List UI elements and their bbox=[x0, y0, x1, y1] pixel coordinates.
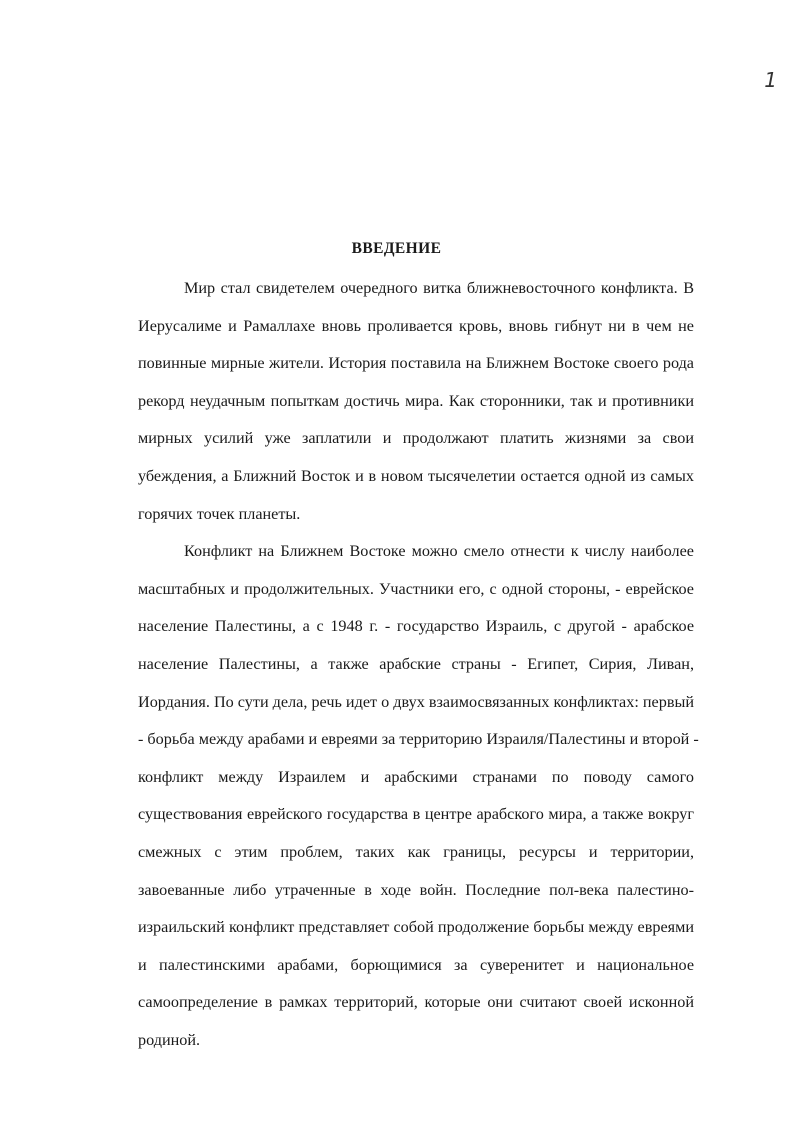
paragraph-2-line-4: население Палестины, а также арабские страны - Египет, Сирия, Ливан, bbox=[138, 654, 694, 673]
paragraph-1-line-4: рекорд неудачным попыткам достичь мира. Как сторонники, так и противники bbox=[138, 391, 694, 410]
paragraph-2-line-13: самоопределение в рамках территорий, которые они считают своей исконной bbox=[138, 993, 694, 1012]
paragraph-1-line-1: Мир стал свидетелем очередного витка ближневосточного конфликта. В bbox=[184, 279, 694, 297]
paragraph-1-line-5: мирных усилий уже заплатили и продолжают платить жизнями за свои bbox=[138, 429, 694, 448]
body-text bbox=[138, 270, 699, 1059]
page-number: 1 bbox=[764, 68, 777, 92]
paragraph-2-line-2: масштабных и продолжительных. Участники его, с одной стороны, - еврейское bbox=[138, 579, 694, 598]
paragraph-1-line-6: убеждения, а Ближний Восток и в новом тысячелетии остается одной из самых bbox=[138, 466, 694, 485]
paragraph-2-line-10: завоеванные либо утраченные в ходе войн. Последние пол-века палестино- bbox=[138, 880, 694, 899]
paragraph-2-line-12: и палестинскими арабами, борющимися за суверенитет и национальное bbox=[138, 955, 694, 974]
paragraph-2-line-8: существования еврейского государства в центре арабского мира, а также вокруг bbox=[138, 805, 694, 824]
paragraph-2-line-9: смежных с этим проблем, таких как границы, ресурсы и территории, bbox=[138, 842, 694, 861]
paragraph-2-line-5: Иордания. По сути дела, речь идет о двух взаимосвязанных конфликтах: первый bbox=[138, 692, 694, 711]
paragraph-2-line-14: родиной. bbox=[138, 1030, 201, 1049]
paragraph-2-line-3: население Палестины, а с 1948 г. - государство Израиль, с другой - арабское bbox=[138, 617, 694, 636]
paragraph-2-line-11: израильский конфликт представляет собой продолжение борьбы между евреями bbox=[138, 918, 694, 937]
section-heading: ВВЕДЕНИЕ bbox=[351, 240, 442, 257]
paragraph-1-line-3: повинные мирные жители. История поставила на Ближнем Востоке своего рода bbox=[138, 354, 694, 373]
paragraph-1-line-7: горячих точек планеты. bbox=[138, 504, 301, 523]
paragraph-2-line-7: конфликт между Израилем и арабскими странами по поводу самого bbox=[138, 767, 694, 786]
paragraph-2-line-6: - борьба между арабами и евреями за территорию Израиля/Палестины и второй - bbox=[138, 730, 699, 749]
paragraph-2-line-1: Конфликт на Ближнем Востоке можно смело отнести к числу наиболее bbox=[184, 542, 694, 561]
paragraph-1-line-2: Иерусалиме и Рамаллахе вновь проливается кровь, вновь гибнут ни в чем не bbox=[138, 316, 694, 335]
